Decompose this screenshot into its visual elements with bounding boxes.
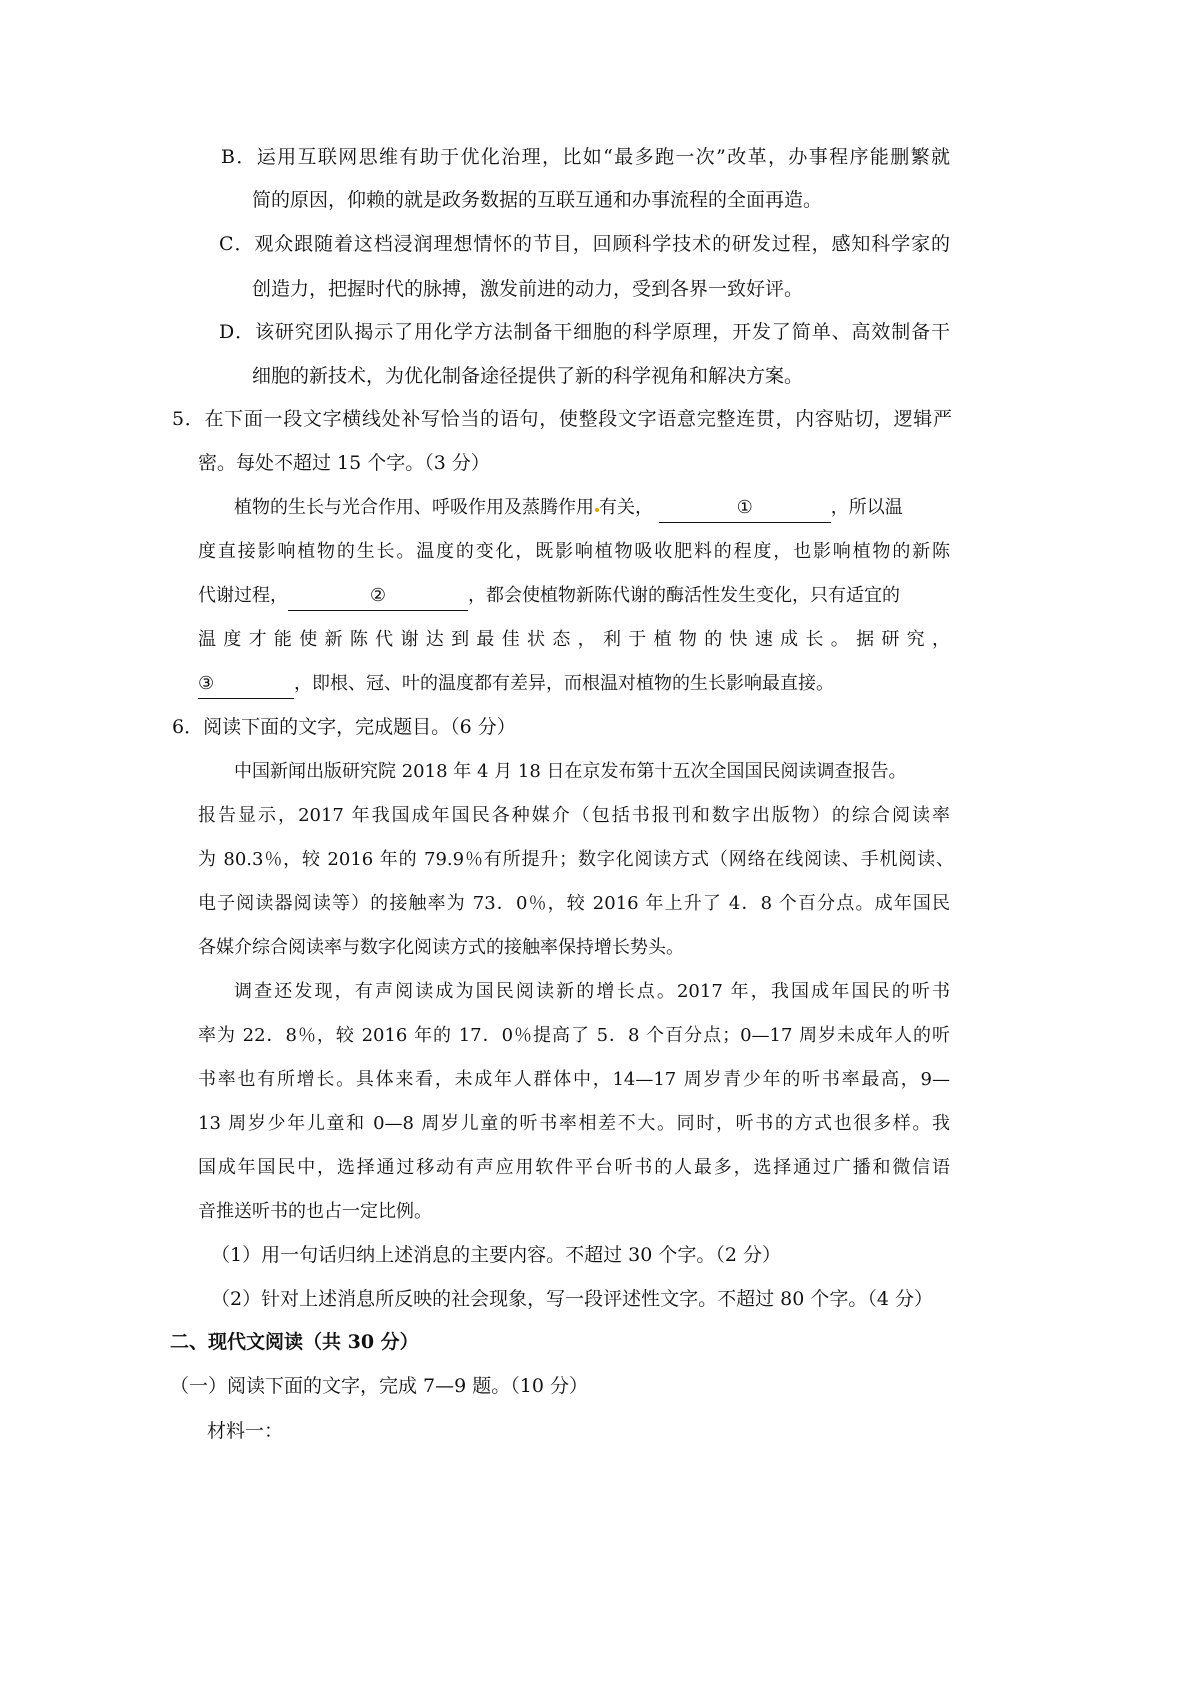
option-d-line1: D．该研究团队揭示了用化学方法制备干细胞的科学原理，开发了简单、高效制备干 bbox=[219, 321, 950, 343]
q5-passage-line2: 度直接影响植物的生长。温度的变化，既影响植物吸收肥料的程度，也影响植物的新陈 bbox=[198, 541, 950, 562]
q6-para2-line1: 调查还发现，有声阅读成为国民阅读新的增长点。2017 年，我国成年国民的听书 bbox=[234, 981, 950, 1002]
q5-passage-line5 bbox=[198, 670, 834, 699]
q6-para2-line6: 音推送听书的也占一定比例。 bbox=[198, 1201, 432, 1222]
q6-subquestion-2: （2）针对上述消息所反映的社会现象，写一段评述性文字。不超过 80 个字。（4 分） bbox=[211, 1288, 933, 1310]
q5-passage-text: ，即根、冠、叶的温度都有差异，而根温对植物的生长影响最直接。 bbox=[294, 673, 834, 694]
material-one-label: 材料一： bbox=[207, 1420, 284, 1442]
answer-blank-2[interactable]: ② bbox=[288, 582, 468, 611]
answer-blank-3[interactable]: ③ bbox=[198, 670, 294, 699]
q6-para1-line4: 电子阅读器阅读等）的接触率为 73．0％，较 2016 年上升了 4．8 个百分点。成年国民 bbox=[198, 893, 950, 914]
q5-passage-text: 代谢过程， bbox=[198, 585, 288, 606]
q6-para2-line5: 国成年国民中，选择通过移动有声应用软件平台听书的人最多，选择通过广播和微信语 bbox=[198, 1157, 950, 1178]
q5-passage-line4: 温度才能使新陈代谢达到最佳状态，利于植物的快速成长。据研究， bbox=[198, 629, 950, 650]
q6-para1-line2: 报告显示，2017 年我国成年国民各种媒介（包括书报刊和数字出版物）的综合阅读率 bbox=[198, 805, 950, 826]
option-c-line2: 创造力，把握时代的脉搏，激发前进的动力，受到各界一致好评。 bbox=[252, 278, 804, 300]
q5-passage-text: ，都会使植物新陈代谢的酶活性发生变化，只有适宜的 bbox=[468, 585, 900, 606]
section-heading: 二、现代文阅读（共 30 分） bbox=[170, 1331, 419, 1353]
q5-passage-text: 植物的生长与光合作用、呼吸作用及蒸腾作用 bbox=[234, 497, 594, 518]
q5-passage-text: 有关， bbox=[599, 497, 653, 518]
q6-para2-line2: 率为 22．8％，较 2016 年的 17．0％提高了 5．8 个百分点；0—17 周岁未成年人的听 bbox=[198, 1025, 950, 1046]
option-b-line2: 简的原因，仰赖的就是政务数据的互联互通和办事流程的全面再造。 bbox=[252, 189, 823, 211]
part-one-instruction: （一）阅读下面的文字，完成 7—9 题。（10 分） bbox=[170, 1375, 588, 1397]
answer-blank-1[interactable]: ① bbox=[659, 494, 831, 523]
q6-para2-line3: 书率也有所增长。具体来看，未成年人群体中，14—17 周岁青少年的听书率最高，9— bbox=[198, 1069, 950, 1090]
q6-subquestion-1: （1）用一句话归纳上述消息的主要内容。不超过 30 个字。（2 分） bbox=[211, 1244, 781, 1266]
q5-prompt-line1: 5．在下面一段文字横线处补写恰当的语句，使整段文字语意完整连贯，内容贴切，逻辑严 bbox=[172, 408, 952, 430]
q5-passage-line3 bbox=[198, 582, 900, 611]
option-c-line1: C．观众跟随着这档浸润理想情怀的节目，回顾科学技术的研发过程，感知科学家的 bbox=[219, 233, 950, 255]
q5-passage-line1 bbox=[234, 494, 903, 523]
q6-para1-line5: 各媒介综合阅读率与数字化阅读方式的接触率保持增长势头。 bbox=[198, 937, 684, 958]
option-d-line2: 细胞的新技术，为优化制备途径提供了新的科学视角和解决方案。 bbox=[252, 365, 804, 387]
q6-para2-line4: 13 周岁少年儿童和 0—8 周岁儿童的听书率相差不大。同时，听书的方式也很多样。我 bbox=[198, 1113, 950, 1134]
q6-para1-line3: 为 80.3％，较 2016 年的 79.9％有所提升；数字化阅读方式（网络在线阅读、手机阅读、 bbox=[198, 849, 954, 870]
q5-prompt-line2: 密。每处不超过 15 个字。（3 分） bbox=[198, 452, 490, 474]
q6-para1-line1: 中国新闻出版研究院 2018 年 4 月 18 日在京发布第十五次全国国民阅读调查报告。 bbox=[234, 761, 907, 782]
q5-passage-text: ，所以温 bbox=[830, 497, 903, 518]
q6-prompt: 6．阅读下面的文字，完成题目。（6 分） bbox=[172, 716, 516, 738]
option-b-line1: B．运用互联网思维有助于优化治理，比如“最多跑一次”改革，办事程序能删繁就 bbox=[221, 146, 950, 168]
